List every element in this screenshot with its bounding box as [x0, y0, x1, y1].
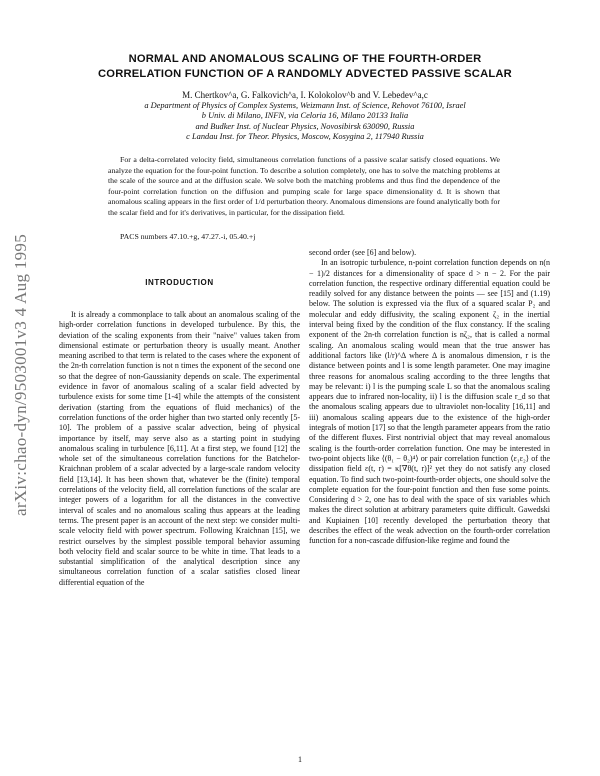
right-column-text-2: In an isotropic turbulence, n-point correlation function depends on n(n − 1)/2 distances for a dimensionality of space d > n − 2. For the pair correlation function, the respective ordinary differential equation could be readily solved for any distance between the points — see [15] and (1.19) below. The solution is expressed via the flux of a squared scalar P₂ and molecular and eddy diffusivity, the scaling exponent ζ₂ in the inertial interval being fixed by the condition of the flux constancy. If the scaling exponent of the 2n-th correlation function is nζ₂, that is called a normal scaling. An anomalous scaling would mean that the true answer has additional factors like (l/r)^Δ where Δ is anomalous dimension, r is the distance between points and l is some length parameter. One may imagine three reasons for anomalous scaling according to the three lengths that may be relevant: i) l is the pumping scale L so that the anomalous scaling appears due to infrared non-locality, ii) l is the diffusion scale r_d so that the anomalous scaling appears due to ultraviolet non-locality [16,11] and iii) anomalous scaling appears due to the existence of the high-order integrals of motion [17] so that the length parameter appears from the ratio of the different fluxes. First nontrivial object that may reveal anomalous scaling is the fourth-order correlation function. One may be interested in two-point objects like ⟨(θ₁ − θ₂)⁴⟩ or pair correlation function ⟨ε₁ε₂⟩ of the dissipation field ε(t, r) = κ[∇θ(t, r)]² yet they do not satisfy any closed equation. To find such two-point-fourth-order objects, one should solve the complete equation for the four-point function and then fuse some points. Considering d > 2, one has to deal with the space of six variables which makes the direct solution at arbitrary parameters quite difficult. Gawedski and Kupiainen [10] recently developed the perturbation theory that describes the effect of the weak advection on the fourth-order correlation function for a non-cascade diffusion-like regime and found the — [309, 258, 550, 546]
title-line-2: CORRELATION FUNCTION OF A RANDOMLY ADVECTED PASSIVE SCALAR — [98, 68, 512, 80]
affiliation-b: b Univ. di Milano, INFN, via Celoria 16, Milano 20133 Italia — [201, 111, 409, 121]
left-column-text: It is already a commonplace to talk about an anomalous scaling of the high-order correlation functions in developed turbulence. By this, the deviation of the scaling exponents from their "naive" values taken from dimensional estimate or perturbation theory is usually meant. Another meaning ascribed to that term is related to the cases where the exponent of the 2n-th correlation function is not n times the exponent of the second one so that the degree of non-Gaussianity depends on scale. The experimental evidence in favor of anomalous scaling of a scalar field advected by turbulence exists for some time [1-4] while the attempts of the consistent derivation (starting from the equations of fluid mechanics) of the correlation functions of the order higher than two started only recently [5-10]. The problem of a passive scalar advection, being of physical importance by itself, may serve also as a starting point in studying anomalous scaling in turbulence [6,11]. At a first step, we found [12] the whole set of the simultaneous correlation functions for the Batchelor-Kraichnan problem of a scalar advected by a large-scale random velocity field [13,14]. It has been shown that, whatever be the (finite) temporal correlations of the velocity field, all correlation functions of the scalar are integer powers of a logarithm for all the distances in the convective interval of scales and no anomalous scaling thus appears at the leading terms. The present paper is an account of the next step: we consider multi-scale velocity field with power spectrum. Following Kraichnan [15], we restrict ourselves by the simplest possible temporal behavior assuming both velocity field and scalar source to be white in time. That leads to a substantial simplification of the analytical description since any simultaneous correlation function of a scalar satisfies closed linear differential equation of the — [59, 310, 300, 587]
author-block — [60, 90, 550, 143]
paper-title — [60, 52, 550, 82]
pacs-numbers: PACS numbers 47.10.+g, 47.27.-i, 05.40.+j — [120, 232, 256, 241]
author-list: M. Chertkov^a, G. Falkovich^a, I. Kolokolov^b and V. Lebedev^a,c — [182, 90, 428, 100]
section-heading: INTRODUCTION — [145, 278, 214, 287]
title-line-1: NORMAL AND ANOMALOUS SCALING OF THE FOURTH-ORDER — [128, 53, 482, 65]
affiliation-c: c Landau Inst. for Theor. Physics, Moscow, Kosygina 2, 117940 Russia — [186, 132, 424, 142]
arxiv-side-label: arXiv:chao-dyn/9503001v3 4 Aug 1995 — [11, 234, 30, 516]
page-number: 1 — [298, 755, 302, 764]
affiliation-b2: and Budker Inst. of Nuclear Physics, Novosibirsk 630090, Russia — [195, 121, 415, 131]
abstract: For a delta-correlated velocity field, simultaneous correlation functions of a passive scalar satisfy closed equations. We analyze the equation for the four-point function. To describe a solution completely, one has to solve the matching problems at the scale of the source and at the diffusion scale. We solve both the matching problems and thus find the dependence of the four-point correlation function on the diffusion and pumping scale for large space dimensionality d. It is shown that anomalous scaling appears in the first order of 1/d perturbation theory. Anomalous dimensions are found analytically both for the scalar field and for it's derivatives, in particular, for the dissipation field. — [108, 155, 500, 217]
right-column-text-1: second order (see [6] and below). — [309, 248, 417, 257]
affiliation-a: a Department of Physics of Complex Systems, Weizmann Inst. of Science, Rehovot 76100, Israel — [144, 100, 466, 110]
left-column — [59, 310, 300, 588]
right-column — [309, 248, 550, 547]
